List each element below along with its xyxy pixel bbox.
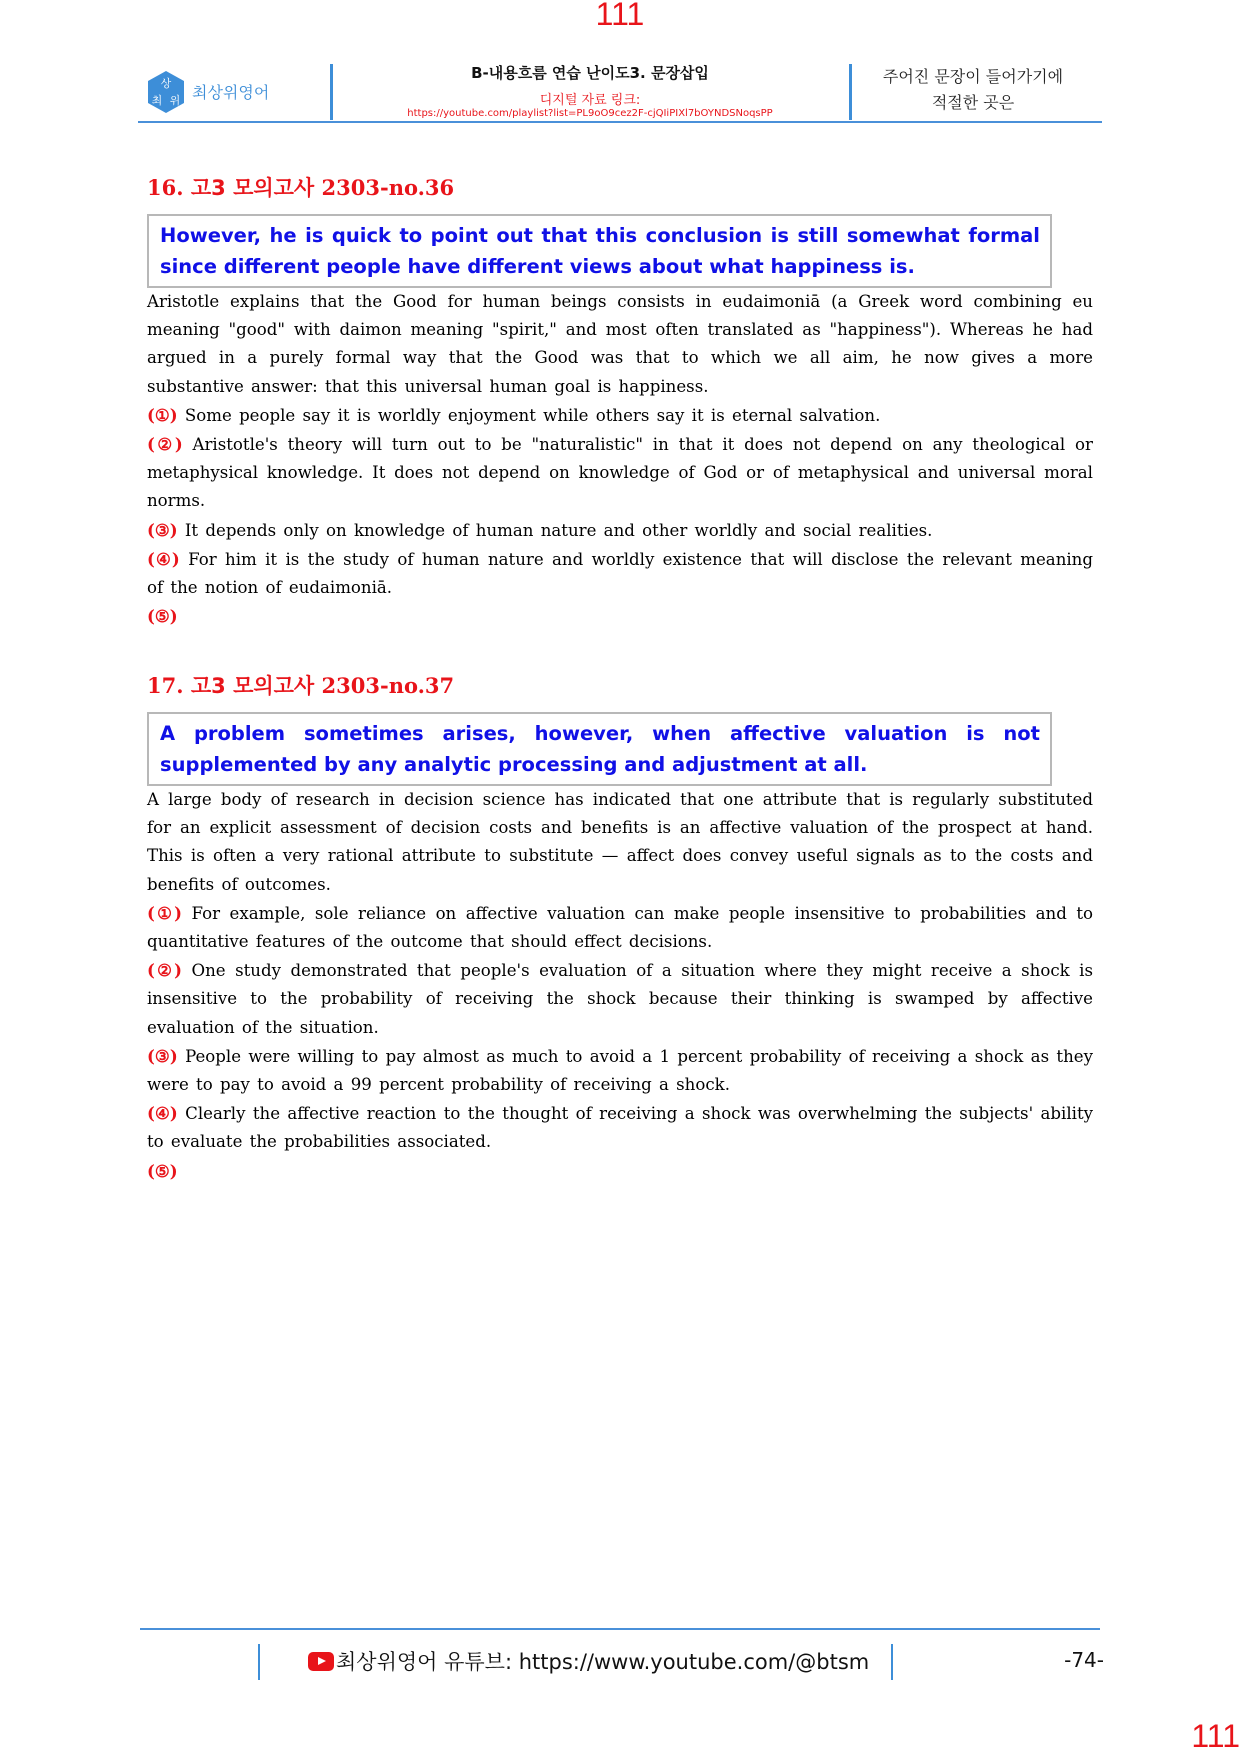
logo-char-1: 상 — [160, 77, 172, 90]
passage-segment-1 — [147, 899, 1093, 956]
insertion-mark-4: (④) — [147, 1103, 178, 1124]
header-divider-right — [849, 64, 852, 120]
insertion-mark-3: (③) — [147, 519, 178, 540]
segment-text: People were willing to pay almost as much to avoid a 1 percent probability of receiving a shock as they were to pay to avoid a 99 percent probability of receiving a shock. — [147, 1046, 1093, 1095]
footer-channel — [308, 1646, 869, 1676]
header-divider-left — [330, 64, 333, 120]
question-number: 17. — [147, 673, 184, 698]
footer-rule — [140, 1628, 1100, 1630]
passage-intro: A large body of research in decision science has indicated that one attribute that is regularly substituted for an explicit assessment of decision costs and benefits is an affective valuation of the prospect at hand. This is often a very rational attribute to substitute — affect does convey useful signals as to the costs and benefits of outcomes. — [147, 790, 1093, 894]
header-rule — [138, 121, 1102, 123]
header-instruction — [853, 64, 1093, 116]
footer-label: 최상위영어 유튜브: — [336, 1650, 513, 1674]
question-17 — [147, 670, 1093, 1186]
insertion-mark-1: (①) — [147, 404, 178, 425]
passage-segment-2 — [147, 430, 1093, 516]
header-instruction-line-2: 적절한 곳은 — [931, 93, 1015, 112]
passage-segment-4 — [147, 545, 1093, 602]
insertion-mark-1: (①) — [147, 902, 183, 923]
given-sentence: A problem sometimes arises, however, when affective valuation is not supplemented by any analytic processing and adjustment at all. — [147, 712, 1052, 786]
youtube-icon — [308, 1652, 334, 1671]
insertion-mark-2: (②) — [147, 434, 183, 455]
logo-char-3: 위 — [169, 94, 181, 107]
question-number: 16. — [147, 175, 184, 200]
brand-name: 최상위영어 — [192, 83, 270, 102]
brand-logo-icon — [146, 70, 186, 114]
passage — [147, 288, 1093, 631]
segment-text: Some people say it is worldly enjoyment while others say it is eternal salvation. — [184, 405, 881, 425]
insertion-mark-4: (④) — [147, 548, 180, 569]
segment-text: For example, sole reliance on affective valuation can make people insensitive to probabilities and to quantitative features of the outcome that should effect decisions. — [147, 903, 1093, 952]
header-title: B-내용흐름 연습 난이도3. 문장삽입 — [471, 64, 709, 82]
document-footer — [140, 1642, 1104, 1682]
segment-text: Aristotle's theory will turn out to be "naturalistic" in that it does not depend on any theological or metaphysical knowledge. It does not depend on knowledge of God or of metaphysical and universal moral norms. — [147, 435, 1093, 511]
segment-text: For him it is the study of human nature and worldly existence that will disclose the relevant meaning of the notion of eudaimoniā. — [147, 549, 1093, 598]
passage-segment-5 — [147, 602, 1093, 631]
header-playlist-link[interactable]: https://youtube.com/playlist?list=PL9oO9cez2F-cjQIiPIXl7bOYNDSNoqsPP — [407, 108, 773, 119]
passage-segment-2 — [147, 956, 1093, 1042]
passage-segment-4 — [147, 1099, 1093, 1156]
header-link-label: 디지털 자료 링크: — [539, 93, 641, 108]
segment-text: It depends only on knowledge of human nature and other worldly and social realities. — [184, 520, 933, 540]
page-number-top: 111 — [595, 0, 645, 32]
insertion-mark-5: (⑤) — [147, 1160, 178, 1181]
passage-segment-5 — [147, 1157, 1093, 1186]
exam-name: 고3 모의고사 — [190, 674, 315, 698]
question-title — [147, 670, 1093, 700]
passage — [147, 786, 1093, 1186]
passage-segment-3 — [147, 516, 1093, 545]
exam-name: 고3 모의고사 — [190, 176, 315, 200]
header-center — [335, 62, 845, 119]
insertion-mark-2: (②) — [147, 960, 183, 981]
footer-divider-right — [891, 1644, 893, 1680]
header-instruction-line-1: 주어진 문장이 들어가기에 — [882, 67, 1064, 86]
exam-code: 2303-no.37 — [321, 673, 455, 698]
question-16 — [147, 172, 1093, 631]
passage-segment-3 — [147, 1042, 1093, 1099]
passage-intro: Aristotle explains that the Good for human beings consists in eudaimoniā (a Greek word combining eu meaning "good" with daimon meaning "spirit," and most often translated as "happiness"). Whereas he had argued in a purely formal way that the Good was that to which we all aim, he now gives a more substantive answer: that this universal human goal is happiness. — [147, 292, 1093, 396]
footer-page-number: -74- — [1064, 1648, 1104, 1672]
footer-channel-link[interactable]: https://www.youtube.com/@btsm — [518, 1650, 870, 1674]
insertion-mark-3: (③) — [147, 1045, 178, 1066]
passage-segment-1 — [147, 401, 1093, 430]
given-sentence: However, he is quick to point out that this conclusion is still somewhat formal since different people have different views about what happiness is. — [147, 214, 1052, 288]
page-number-bottom: 111 — [1191, 1718, 1240, 1754]
footer-divider-left — [258, 1644, 260, 1680]
document-header — [138, 60, 1102, 124]
segment-text: Clearly the affective reaction to the thought of receiving a shock was overwhelming the subjects' ability to evaluate the probabilities associated. — [147, 1104, 1093, 1152]
question-title — [147, 172, 1093, 202]
insertion-mark-5: (⑤) — [147, 606, 178, 627]
logo-char-2: 최 — [151, 94, 163, 107]
segment-text: One study demonstrated that people's evaluation of a situation where they might receive a shock is insensitive to the probability of receiving the shock because their thinking is swamped by affective evaluation of the situation. — [147, 961, 1093, 1037]
exam-code: 2303-no.36 — [321, 175, 455, 200]
